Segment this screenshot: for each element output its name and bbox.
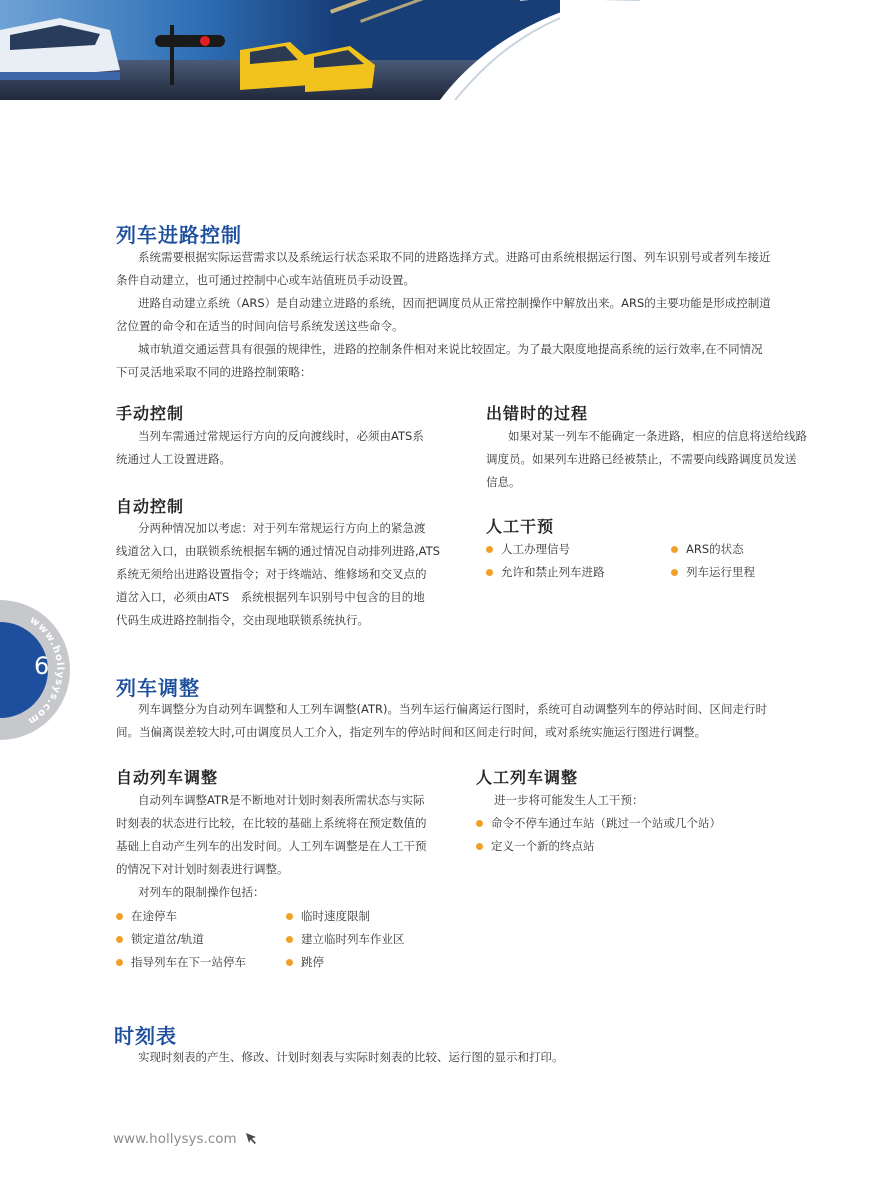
adjust-line-2: 间。当偏离误差较大时,可由调度员人工介入，指定列车的停站时间和区间走行时间，或对系统实施运行图进行调整。 [116, 725, 707, 739]
section-title-manual-adjust: 人工列车调整 [476, 768, 579, 787]
section-title-error-process: 出错时的过程 [486, 404, 589, 423]
list-item-text: 跳停 [301, 955, 324, 969]
route-para-3-line-2: 下可灵活地采取不同的进路控制策略： [116, 365, 312, 379]
route-para-3-line-1: 城市轨道交通运营具有很强的规律性，进路的控制条件相对来说比较固定。为了最大限度地提高系统的运行效率,在不同情况 [138, 342, 763, 356]
side-url-text: www.hollysys.com [25, 614, 66, 727]
bullet-dot-icon [476, 843, 483, 850]
auto-line-4: 道岔入口，必须由ATS 系统根据列车识别号中包含的目的地 [116, 590, 425, 604]
list-item-text: 人工办理信号 [501, 542, 570, 556]
auto-adjust-body [116, 789, 466, 904]
bullet-dot-icon [671, 546, 678, 553]
train-adjust-body [116, 698, 831, 744]
auto-adjust-intro: 对列车的限制操作包括： [138, 885, 265, 899]
timetable-body [138, 1046, 828, 1069]
list-item [286, 951, 405, 974]
bullet-dot-icon [486, 546, 493, 553]
bullet-dot-icon [116, 936, 123, 943]
error-line-2: 调度员。如果列车进路已经被禁止，不需要向线路调度员发送 [486, 452, 797, 466]
manual-adjust-body [476, 789, 826, 812]
auto-line-2: 线道岔入口，由联锁系统根据车辆的通过情况自动排列进路,ATS [116, 544, 440, 558]
list-item [486, 561, 605, 584]
auto-line-3: 系统无须给出进路设置指令；对于终端站、维修场和交叉点的 [116, 567, 427, 581]
auto-line-1: 分两种情况加以考虑：对于列车常规运行方向上的紧急渡 [138, 521, 426, 535]
list-item-text: 临时速度限制 [301, 909, 370, 923]
manual-adjust-intro: 进一步将可能发生人工干预： [494, 793, 644, 807]
error-line-1: 如果对某一列车不能确定一条进路，相应的信息将送给线路 [508, 429, 807, 443]
error-process-body [486, 425, 826, 494]
route-control-body [116, 246, 826, 384]
side-url-arc [0, 600, 90, 740]
list-item [116, 928, 246, 951]
bullet-dot-icon [286, 913, 293, 920]
footer-url[interactable] [113, 1131, 258, 1147]
restriction-list-left [116, 905, 246, 974]
footer-url-text[interactable]: www.hollysys.com [113, 1131, 237, 1147]
list-item [286, 905, 405, 928]
manual-line-1: 当列车需通过常规运行方向的反向渡线时，必须由ATS系 [138, 429, 424, 443]
list-item [476, 835, 721, 858]
list-item [116, 905, 246, 928]
cursor-arrow-icon [245, 1132, 258, 1145]
bullet-dot-icon [116, 913, 123, 920]
route-para-2-line-2: 岔位置的命令和在适当的时间向信号系统发送这些命令。 [116, 319, 404, 333]
svg-text:www.hollysys.com [25, 615, 65, 727]
auto-adjust-line-4: 的情况下对计划时刻表进行调整。 [116, 862, 289, 876]
route-para-2-line-1: 进路自动建立系统（ARS）是自动建立进路的系统，因而把调度员从正常控制操作中解放出来。ARS的主要功能是形成控制道 [138, 296, 771, 310]
list-item [671, 561, 755, 584]
adjust-line-1: 列车调整分为自动列车调整和人工列车调整(ATR)。当列车运行偏离运行图时，系统可自动调整列车的停站时间、区间走行时 [138, 702, 767, 716]
list-item [671, 538, 755, 561]
route-para-1-line-2: 条件自动建立，也可通过控制中心或车站值班员手动设置。 [116, 273, 415, 287]
page-number: 6 [34, 652, 50, 680]
list-item-text: 锁定道岔/轨道 [131, 932, 204, 946]
auto-adjust-line-2: 时刻表的状态进行比较，在比较的基础上系统将在预定数值的 [116, 816, 427, 830]
list-item-text: 定义一个新的终点站 [491, 839, 595, 853]
section-title-auto-control: 自动控制 [116, 497, 185, 516]
auto-control-body [116, 517, 466, 632]
section-title-manual-intervention: 人工干预 [486, 517, 555, 536]
intervention-list-left [486, 538, 605, 584]
bullet-dot-icon [286, 936, 293, 943]
list-item [286, 928, 405, 951]
restriction-list-right [286, 905, 405, 974]
list-item-text: 命令不停车通过车站（跳过一个站或几个站） [491, 816, 721, 830]
bullet-dot-icon [671, 569, 678, 576]
list-item-text: 建立临时列车作业区 [301, 932, 405, 946]
timetable-text: 实现时刻表的产生、修改、计划时刻表与实际时刻表的比较、运行图的显示和打印。 [138, 1050, 564, 1064]
list-item [116, 951, 246, 974]
list-item [486, 538, 605, 561]
list-item-text: 列车运行里程 [686, 565, 755, 579]
intervention-list-right [671, 538, 755, 584]
manual-control-body [116, 425, 466, 471]
section-title-route-control: 列车进路控制 [116, 223, 242, 247]
manual-adjust-list [476, 812, 721, 858]
manual-line-2: 统通过人工设置进路。 [116, 452, 231, 466]
section-title-auto-adjust: 自动列车调整 [116, 768, 219, 787]
bullet-dot-icon [286, 959, 293, 966]
list-item-text: 在途停车 [131, 909, 177, 923]
bullet-dot-icon [116, 959, 123, 966]
section-title-timetable: 时刻表 [114, 1024, 177, 1048]
bullet-dot-icon [476, 820, 483, 827]
header-train-banner [0, 0, 881, 100]
auto-adjust-line-1: 自动列车调整ATR是不断地对计划时刻表所需状态与实际 [138, 793, 425, 807]
error-line-3: 信息。 [486, 475, 521, 489]
bullet-dot-icon [486, 569, 493, 576]
auto-adjust-line-3: 基础上自动产生列车的出发时间。人工列车调整是在人工干预 [116, 839, 427, 853]
section-title-train-adjust: 列车调整 [116, 676, 200, 700]
list-item-text: 允许和禁止列车进路 [501, 565, 605, 579]
list-item-text: ARS的状态 [686, 542, 744, 556]
auto-line-5: 代码生成进路控制指令，交由现地联锁系统执行。 [116, 613, 369, 627]
section-title-manual-control: 手动控制 [116, 404, 185, 423]
list-item [476, 812, 721, 835]
list-item-text: 指导列车在下一站停车 [131, 955, 246, 969]
route-para-1-line-1: 系统需要根据实际运营需求以及系统运行状态采取不同的进路选择方式。进路可由系统根据运行图、列车识别号或者列车接近 [138, 250, 771, 264]
